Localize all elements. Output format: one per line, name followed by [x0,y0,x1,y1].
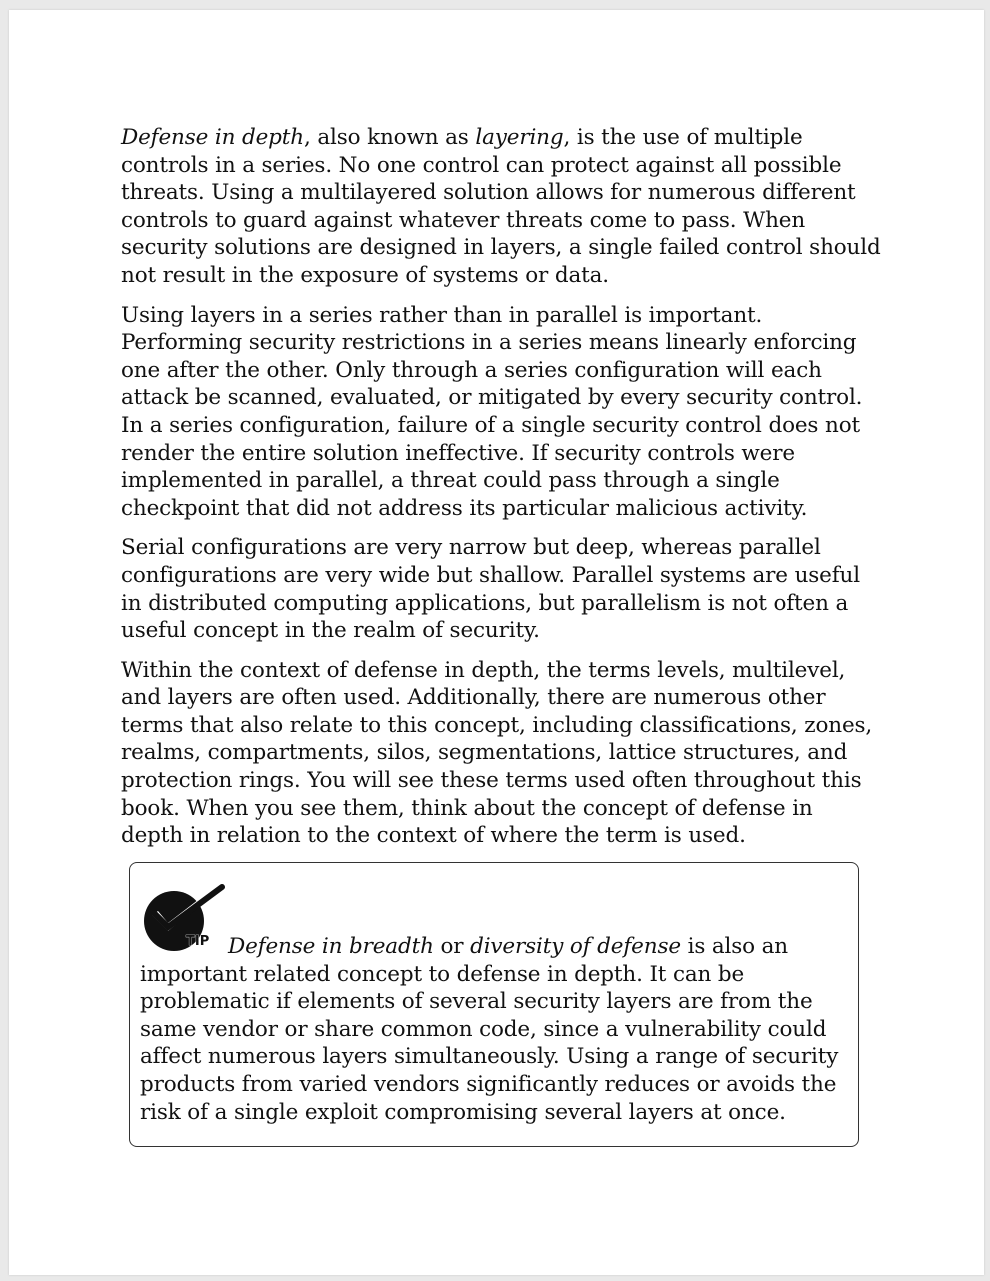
body-text [121,124,881,862]
tip-icon-label: TIP [186,934,210,949]
paragraph-serial-configurations: Serial configurations are very narrow but deep, whereas parallel configurations are very wide but shallow. Parallel systems are useful in distributed computing applications, but parallelism is not often a useful concept in the realm of security. [121,535,860,644]
tip-box [129,862,859,1147]
paragraph-series-layers: Using layers in a series rather than in parallel is important. Performing security restrictions in a series means linearly enforcing one after the other. Only through a series configuration will each attack be scanned, evaluated, or mitigated by every security control. In a series configuration, failure of a single security control does not render the entire solution ineffective. If security controls were implemented in parallel, a threat could pass through a single checkpoint that did not address its particular malicious activity. [121,302,863,521]
term-layering: layering [475,125,564,150]
document-page [9,10,984,1275]
paragraph-defense-in-depth [121,124,881,290]
tip-text [140,933,855,1126]
tip-text-segment: is also an important related concept to defense in depth. It can be problematic if elements of several security layers are from the same vendor or share common code, since a vulnerability could affect numerous layers simultaneously. Using a range of security products from varied vendors significantly reduces or avoids the risk of a single exploit compromising several layers at once. [140,934,839,1125]
paragraph-terms: Within the context of defense in depth, the terms levels, multilevel, and layers are often used. Additionally, there are numerous other terms that also relate to this concept, including classifications, zones, realms, compartments, silos, segmentations, lattice structures, and protection rings. You will see these terms used often throughout this book. When you see them, think about the concept of defense in depth in relation to the context of where the term is used. [121,657,873,849]
term-defense-in-breadth: Defense in breadth [228,934,434,959]
term-diversity-of-defense: diversity of defense [470,934,681,959]
paragraph-text: , also known as [303,125,476,150]
term-defense-in-depth: Defense in depth [121,125,304,150]
paragraph-text: , is the use of multiple controls in a series. No one control can protect against all possible threats. Using a multilayered solution allows for numerous different controls to guard against whatever threats come to pass. When security solutions are designed in layers, a single failed control should not result in the exposure of systems or data. [121,125,881,288]
tip-text-segment: or [433,934,471,959]
